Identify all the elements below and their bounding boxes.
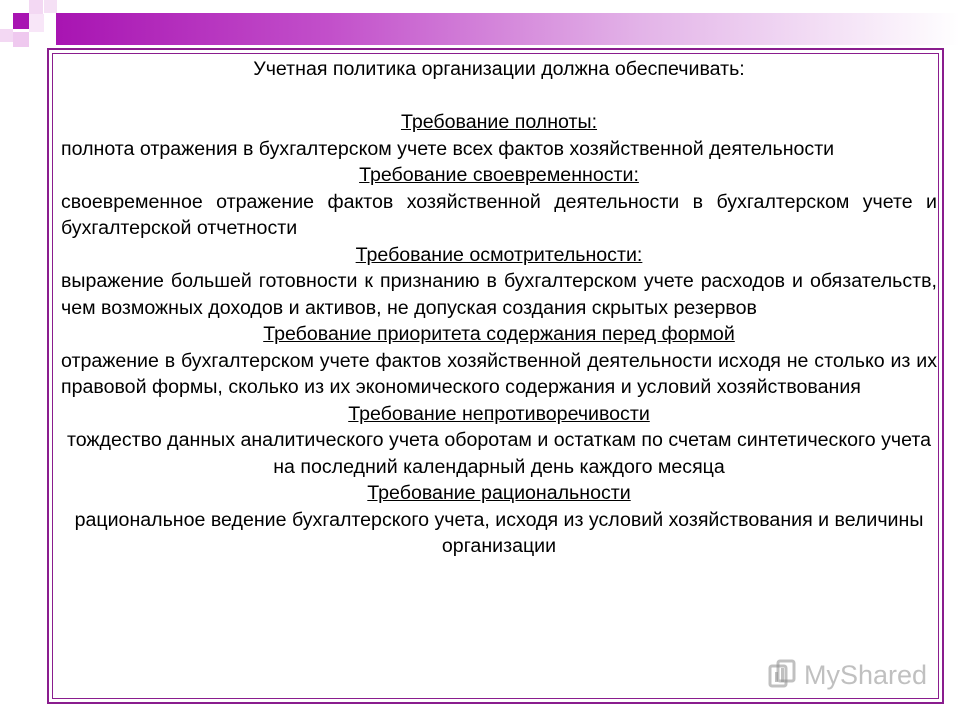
section-heading: Требование непротиворечивости bbox=[348, 402, 650, 425]
section-heading: Требование приоритета содержания перед формой bbox=[263, 323, 735, 345]
section-heading: Требование осмотрительности: bbox=[355, 243, 643, 266]
decor-square-magenta bbox=[13, 13, 29, 29]
section-text: выражение большей готовности к признанию в бухгалтерском учете расходов и обязательств, чем возможных доходов и активов, не допуская создания скрытых резервов bbox=[61, 270, 937, 319]
watermark bbox=[768, 658, 927, 692]
section-heading: Требование своевременности: bbox=[359, 164, 639, 186]
section-text: рациональное ведение бухгалтерского учета, исходя из условий хозяйствования и величины организации bbox=[74, 508, 924, 557]
decor-square-pink bbox=[29, 0, 43, 14]
decor-square-pink bbox=[0, 29, 13, 42]
decor-square-pink bbox=[29, 14, 44, 32]
myshared-logo-icon bbox=[768, 658, 798, 692]
page-title: Учетная политика организации должна обеспечивать: bbox=[253, 58, 745, 80]
section-text: своевременное отражение фактов хозяйственной деятельности в бухгалтерском учете и бухгалтерской отчетности bbox=[61, 190, 937, 239]
watermark-text: MyShared bbox=[804, 659, 928, 690]
header-gradient-bar bbox=[56, 13, 960, 45]
section-text: полнота отражения в бухгалтерском учете всех фактов хозяйственной деятельности bbox=[61, 137, 835, 160]
section-heading: Требование рациональности bbox=[367, 482, 631, 504]
decor-square-pink bbox=[44, 0, 57, 13]
section-heading: Требование полноты: bbox=[400, 111, 598, 133]
decor-square-pink bbox=[13, 32, 29, 47]
slide-content bbox=[61, 56, 937, 560]
section-text: отражение в бухгалтерском учете фактов хозяйственной деятельности исходя не столько из их правовой формы, сколько из их экономического содержания и условий хозяйствования bbox=[61, 349, 937, 398]
section-text: тождество данных аналитического учета оборотам и остаткам по счетам синтетического учета на последний календарный день каждого месяца bbox=[67, 429, 931, 478]
